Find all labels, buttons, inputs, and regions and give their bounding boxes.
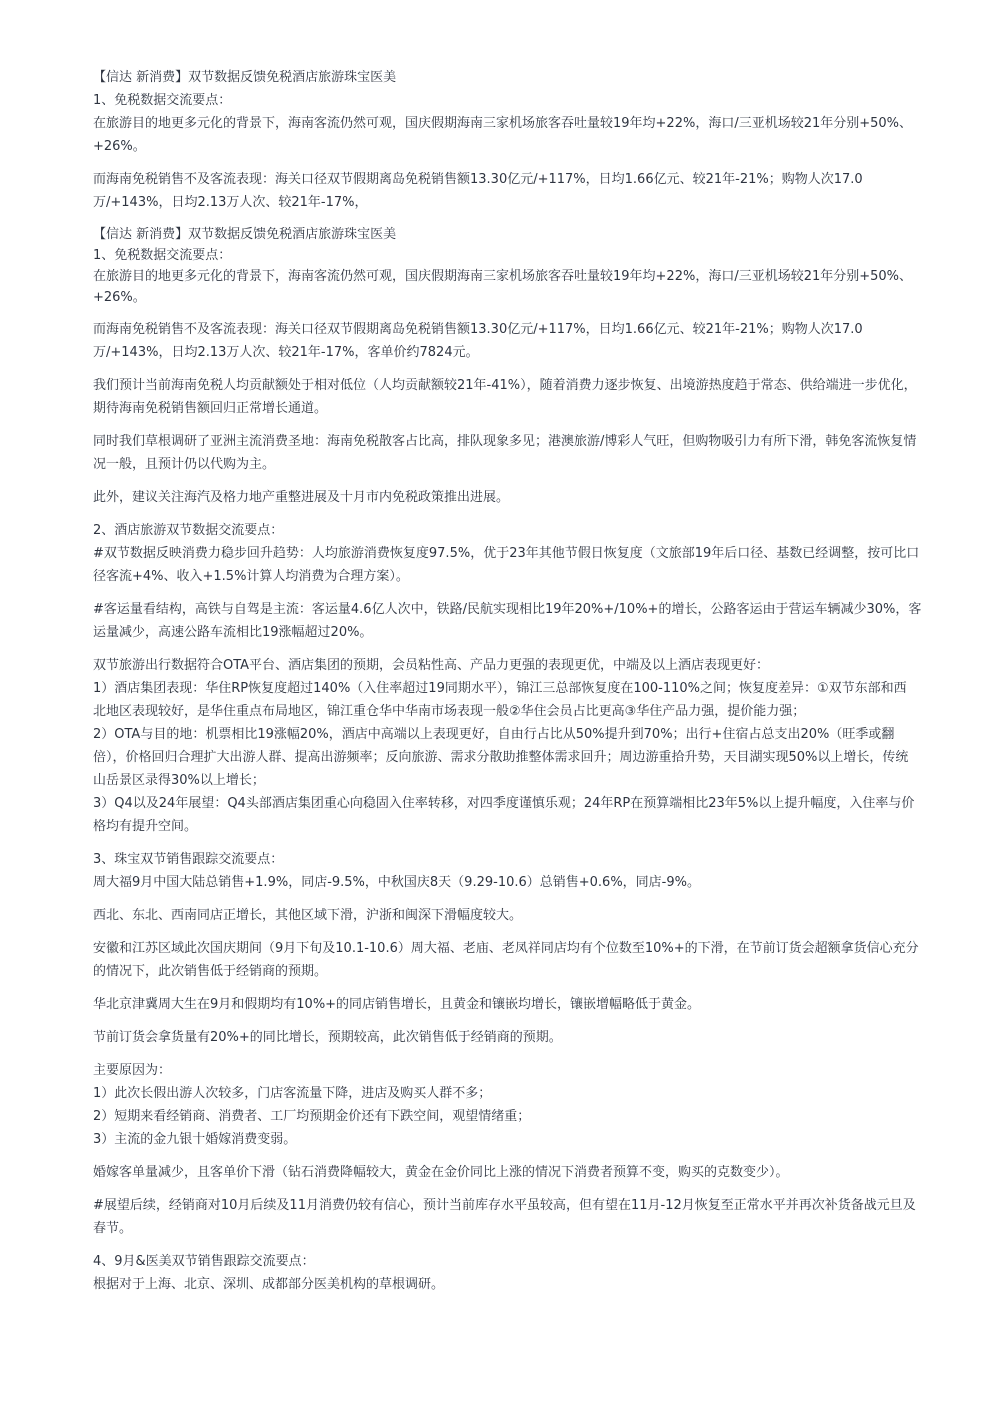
text-line: 根据对于上海、北京、深圳、成都部分医美机构的草根调研。 — [93, 1277, 445, 1292]
paragraph — [93, 1250, 945, 1296]
text-line: #客运量看结构，高铁与自驾是主流：客运量4.6亿人次中，铁路/民航实现相比19年20%+/10%+的增长，公路客运由于营运车辆减少30%，客 — [93, 602, 922, 617]
text-line: 而海南免税销售不及客流表现：海关口径双节假期离岛免税销售额13.30亿元/+117%，日均1.66亿元、较21年-21%；购物人次17.0 — [93, 172, 863, 187]
paragraph — [93, 486, 945, 509]
paragraph — [93, 318, 945, 364]
text-line: 的情况下，此次销售低于经销商的预期。 — [93, 964, 328, 979]
text-line: 2、酒店旅游双节数据交流要点： — [93, 523, 284, 538]
text-line: 3）主流的金九银十婚嫁消费变弱。 — [93, 1132, 297, 1147]
paragraph — [93, 1059, 945, 1151]
text-line: 北地区表现较好，是华住重点布局地区，锦江重仓华中华南市场表现一般②华住会员占比更高③华住产品力强，提价能力强； — [93, 704, 806, 719]
paragraph — [93, 848, 945, 894]
text-line: #展望后续，经销商对10月后续及11月消费仍较有信心，预计当前库存水平虽较高，但有望在11月-12月恢复至正常水平并再次补货备战元旦及 — [93, 1198, 916, 1213]
paragraph — [93, 654, 945, 838]
text-line: 2）短期来看经销商、消费者、工厂均预期金价还有下跌空间，观望情绪重； — [93, 1109, 531, 1124]
text-line: 倍），价格回归合理扩大出游人群、提高出游频率；反向旅游、需求分散助推整体需求回升；周边游重拾升势，天目湖实现50%以上增长，传统 — [93, 750, 909, 765]
text-line: 【信达 新消费】双节数据反馈免税酒店旅游珠宝医美 — [93, 227, 397, 242]
text-line: 西北、东北、西南同店正增长，其他区域下滑，沪浙和闽深下滑幅度较大。 — [93, 908, 523, 923]
text-line: 在旅游目的地更多元化的背景下，海南客流仍然可观，国庆假期海南三家机场旅客吞吐量较19年均+22%，海口/三亚机场较21年分别+50%、 — [93, 116, 913, 131]
paragraph — [93, 66, 945, 158]
text-line: 1）此次长假出游人次较多，门店客流量下降，进店及购买人群不多； — [93, 1086, 492, 1101]
paragraph — [93, 937, 945, 983]
text-line: 3、珠宝双节销售跟踪交流要点： — [93, 852, 284, 867]
text-line: +26%。 — [93, 290, 146, 305]
text-line: 节前订货会拿货量有20%+的同比增长，预期较高，此次销售低于经销商的预期。 — [93, 1030, 562, 1045]
document-body — [93, 66, 945, 1306]
text-line: 1）酒店集团表现：华住RP恢复度超过140%（入住率超过19同期水平），锦江三总部恢复度在100-110%之间；恢复度差异：①双节东部和西 — [93, 681, 907, 696]
text-line: 况一般，且预计仍以代购为主。 — [93, 457, 276, 472]
text-line: 同时我们草根调研了亚洲主流消费圣地：海南免税散客占比高，排队现象多见；港澳旅游/博彩人气旺，但购物吸引力有所下滑，韩免客流恢复情 — [93, 434, 917, 449]
text-line: 周大福9月中国大陆总销售+1.9%，同店-9.5%，中秋国庆8天（9.29-10.6）总销售+0.6%，同店-9%。 — [93, 875, 700, 890]
paragraph — [93, 224, 945, 308]
paragraph — [93, 993, 945, 1016]
text-line: 期待海南免税销售额回归正常增长通道。 — [93, 401, 328, 416]
text-line: 运量减少，高速公路车流相比19涨幅超过20%。 — [93, 625, 373, 640]
text-line: 万/+143%，日均2.13万人次、较21年-17%， — [93, 195, 368, 210]
text-line: 我们预计当前海南免税人均贡献额处于相对低位（人均贡献额较21年-41%），随着消费力逐步恢复、出境游热度趋于常态、供给端进一步优化， — [93, 378, 917, 393]
text-line: 婚嫁客单量减少，且客单价下滑（钻石消费降幅较大，黄金在金价同比上涨的情况下消费者预算不变，购买的克数变少）。 — [93, 1165, 789, 1180]
text-line: 此外，建议关注海汽及格力地产重整进展及十月市内免税政策推出进展。 — [93, 490, 510, 505]
text-line: 径客流+4%、收入+1.5%计算人均消费为合理方案）。 — [93, 569, 409, 584]
paragraph — [93, 1161, 945, 1184]
text-line: 双节旅游出行数据符合OTA平台、酒店集团的预期，会员粘性高、产品力更强的表现更优，中端及以上酒店表现更好： — [93, 658, 770, 673]
text-line: 而海南免税销售不及客流表现：海关口径双节假期离岛免税销售额13.30亿元/+117%，日均1.66亿元、较21年-21%；购物人次17.0 — [93, 322, 863, 337]
text-line: 安徽和江苏区域此次国庆期间（9月下旬及10.1-10.6）周大福、老庙、老凤祥同店均有个位数至10%+的下滑，在节前订货会超额拿货信心充分 — [93, 941, 919, 956]
text-line: 山岳景区录得30%以上增长； — [93, 773, 265, 788]
text-line: 1、免税数据交流要点： — [93, 93, 232, 108]
paragraph — [93, 1026, 945, 1049]
text-line: 3）Q4以及24年展望：Q4头部酒店集团重心向稳固入住率转移，对四季度谨慎乐观；24年RP在预算端相比23年5%以上提升幅度，入住率与价 — [93, 796, 915, 811]
paragraph — [93, 598, 945, 644]
text-line: 【信达 新消费】双节数据反馈免税酒店旅游珠宝医美 — [93, 70, 397, 85]
text-line: 万/+143%，日均2.13万人次、较21年-17%，客单价约7824元。 — [93, 345, 479, 360]
text-line: 格均有提升空间。 — [93, 819, 198, 834]
text-line: #双节数据反映消费力稳步回升趋势：人均旅游消费恢复度97.5%，优于23年其他节假日恢复度（文旅部19年后口径、基数已经调整，按可比口 — [93, 546, 920, 561]
paragraph — [93, 374, 945, 420]
text-line: 在旅游目的地更多元化的背景下，海南客流仍然可观，国庆假期海南三家机场旅客吞吐量较19年均+22%，海口/三亚机场较21年分别+50%、 — [93, 269, 913, 284]
paragraph — [93, 904, 945, 927]
text-line: 春节。 — [93, 1221, 133, 1236]
text-line: 2）OTA与目的地：机票相比19涨幅20%，酒店中高端以上表现更好，自由行占比从50%提升到70%；出行+住宿占总支出20%（旺季或翻 — [93, 727, 895, 742]
text-line: 华北京津冀周大生在9月和假期均有10%+的同店销售增长，且黄金和镶嵌均增长，镶嵌增幅略低于黄金。 — [93, 997, 701, 1012]
text-line: 4、9月&医美双节销售跟踪交流要点： — [93, 1254, 315, 1269]
text-line: 主要原因为： — [93, 1063, 172, 1078]
paragraph — [93, 168, 945, 214]
text-line: 1、免税数据交流要点： — [93, 248, 232, 263]
paragraph — [93, 1194, 945, 1240]
text-line: +26%。 — [93, 139, 146, 154]
paragraph — [93, 430, 945, 476]
paragraph — [93, 519, 945, 588]
